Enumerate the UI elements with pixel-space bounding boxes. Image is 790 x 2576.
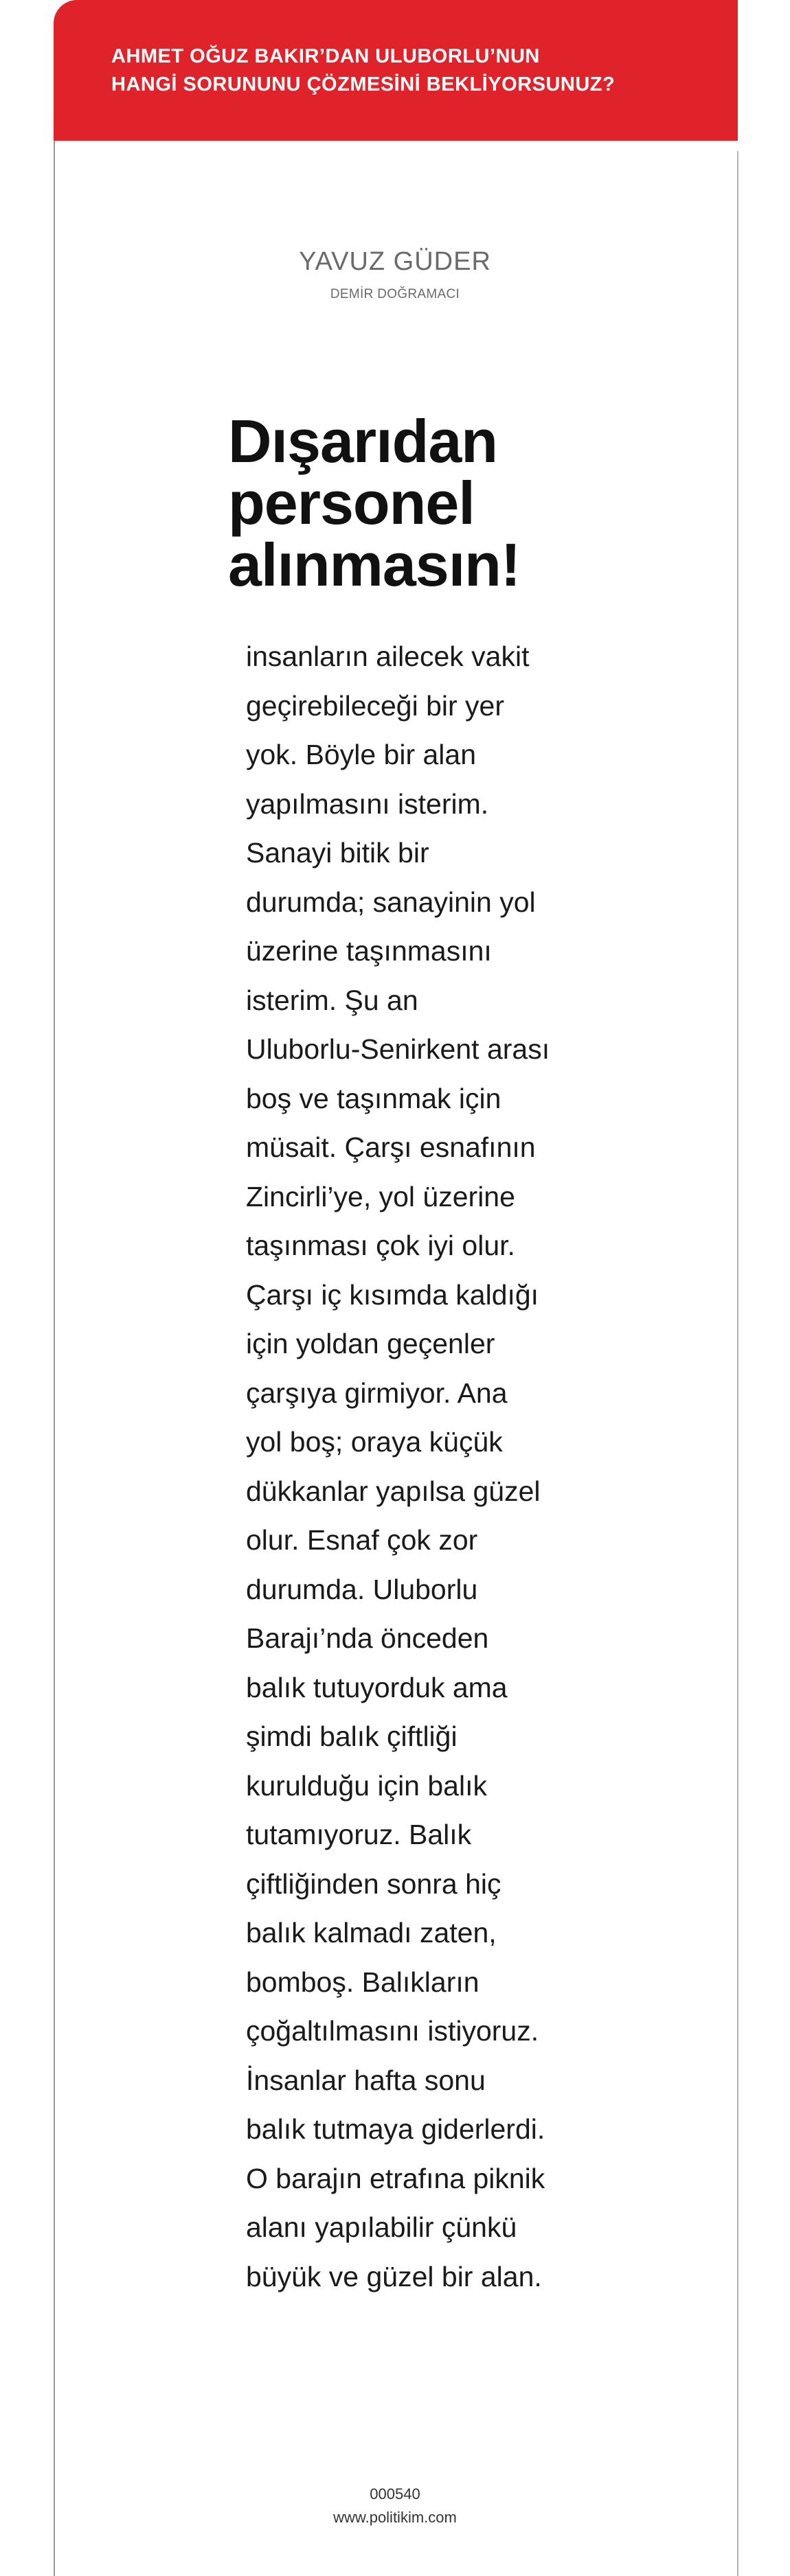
- body-line: Çarşı iç kısımda kaldığı: [246, 1278, 539, 1311]
- body-line: boş ve taşınmak için: [246, 1082, 501, 1114]
- headline-line-1: Dışarıdan: [228, 407, 498, 475]
- body-line: müsait. Çarşı esnafının: [246, 1131, 536, 1163]
- body-line: şimdi balık çiftliği: [246, 1721, 458, 1752]
- body-line: üzerine taşınmasını: [246, 935, 492, 967]
- headline: [228, 407, 613, 599]
- body-line: balık tutuyorduk ama: [246, 1671, 508, 1703]
- body-line: çarşıya girmiyor. Ana: [246, 1377, 508, 1409]
- body-line: balık tutmaya giderlerdi.: [246, 2113, 545, 2145]
- body-line: İnsanlar hafta sonu: [246, 2064, 486, 2096]
- banner-question-line-1: AHMET OĞUZ BAKIR’DAN ULUBORLU’NUN: [111, 45, 540, 67]
- body-line: bomboş. Balıkların: [246, 1966, 479, 1998]
- body-line: balık kalmadı zaten,: [246, 1917, 497, 1948]
- body-line: Uluborlu-Senirkent arası: [246, 1033, 550, 1065]
- body-line: isterim. Şu an: [246, 984, 418, 1016]
- author-occupation: DEMİR DOĞRAMACI: [330, 287, 460, 301]
- body-line: yol boş; oraya küçük: [246, 1426, 503, 1458]
- body-line: Barajı’nda önceden: [246, 1622, 489, 1654]
- body-line: O barajın etrafına piknik: [246, 2162, 545, 2194]
- body-line: için yoldan geçenler: [246, 1328, 495, 1359]
- body-line: insanların ailecek vakit: [246, 641, 530, 672]
- body-line: alanı yapılabilir çünkü: [246, 2211, 517, 2243]
- frame-right-border: [737, 151, 738, 2576]
- body-line: yok. Böyle bir alan: [246, 739, 477, 770]
- headline-line-3: alınmasın!: [228, 531, 521, 599]
- body-line: olur. Esnaf çok zor: [246, 1524, 478, 1556]
- article-body: [246, 632, 631, 2301]
- body-line: tutamıyoruz. Balık: [246, 1819, 472, 1850]
- body-line: çiftliğinden sonra hiç: [246, 1867, 501, 1900]
- body-line: Sanayi bitik bir: [246, 837, 429, 869]
- body-line: yapılmasını isterim.: [246, 787, 489, 820]
- body-line: geçirebileceği bir yer: [246, 689, 505, 722]
- body-line: çoğaltılmasını istiyoruz.: [246, 2015, 539, 2047]
- header-banner: [54, 0, 738, 141]
- body-line: durumda; sanayinin yol: [246, 886, 536, 918]
- author-name: YAVUZ GÜDER: [299, 247, 491, 276]
- body-line: büyük ve güzel bir alan.: [246, 2260, 542, 2292]
- body-line: kurulduğu için balık: [246, 1769, 487, 1802]
- footer-code: 000540: [370, 2485, 420, 2503]
- footer-website-link[interactable]: www.politikim.com: [333, 2509, 457, 2526]
- banner-question-line-2: HANGİ SORUNUNU ÇÖZMESİNİ BEKLİYORSUNUZ?: [111, 73, 616, 95]
- headline-line-2: personel: [228, 469, 475, 537]
- frame-left-border: [54, 141, 55, 2576]
- body-line: Zincirli’ye, yol üzerine: [246, 1180, 515, 1212]
- body-line: taşınması çok iyi olur.: [246, 1230, 515, 1261]
- body-line: dükkanlar yapılsa güzel: [246, 1475, 541, 1507]
- body-line: durumda. Uluborlu: [246, 1573, 478, 1605]
